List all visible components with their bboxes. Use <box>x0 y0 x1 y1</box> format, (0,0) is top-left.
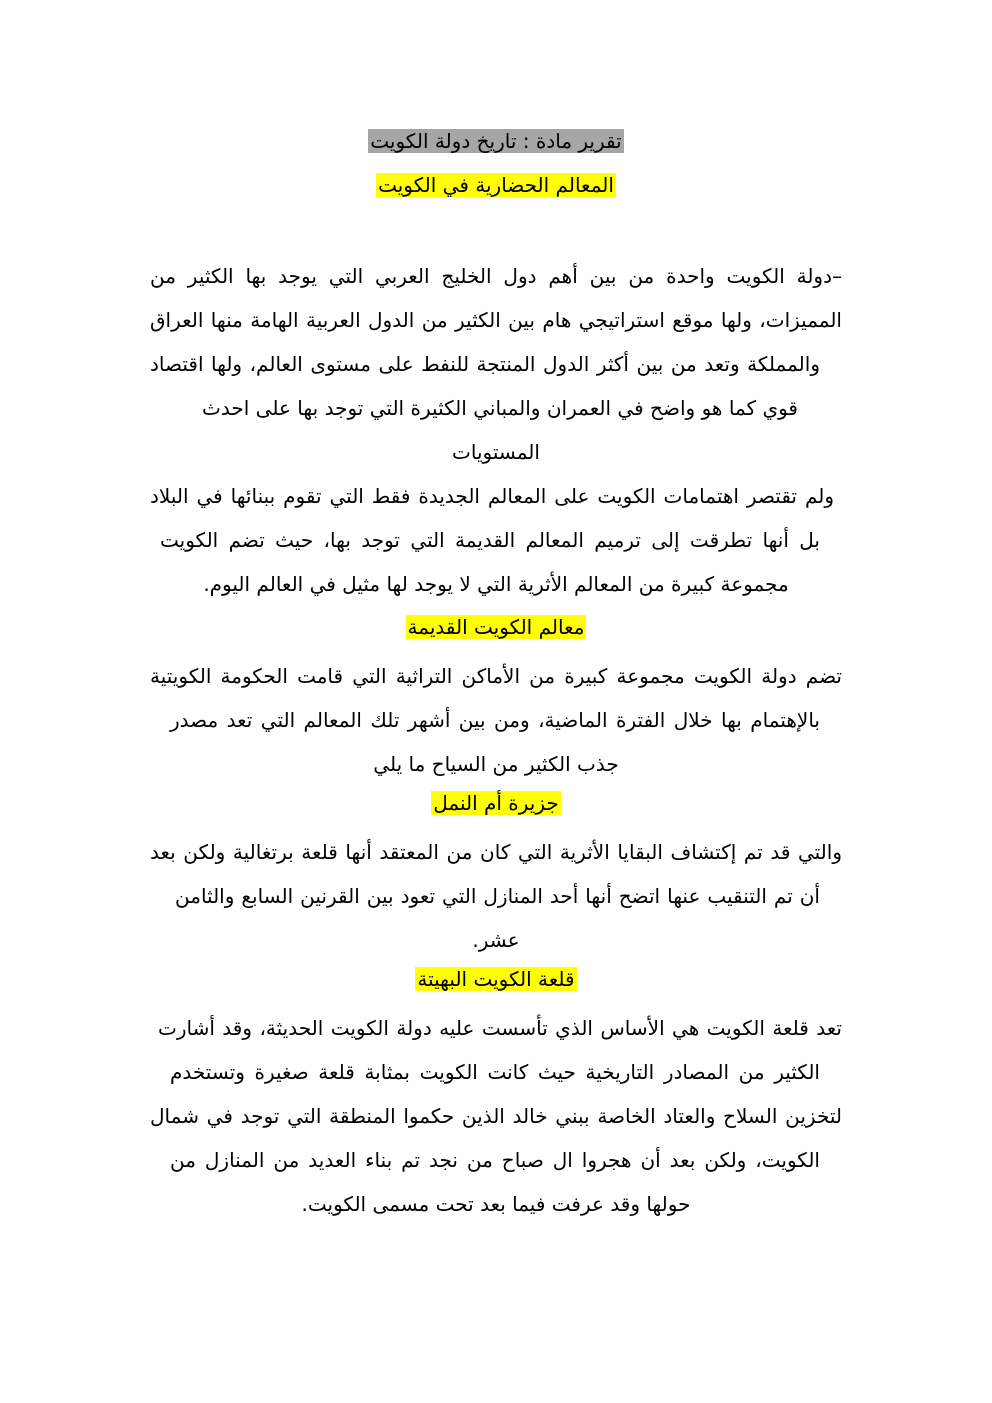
title-row <box>150 168 842 206</box>
fort-line: لتخزين السلاح والعتاد الخاصة ببني خالد الذين حكموا المنطقة التي توجد في شمال <box>150 1104 842 1128</box>
fort-line: الكويت، ولكن بعد أن هجروا ال صباح من نجد تم بناء العديد من المنازل من <box>170 1148 820 1172</box>
report-label: تقرير مادة : تاريخ دولة الكويت <box>370 129 622 153</box>
page-title: المعالم الحضارية في الكويت <box>378 173 614 197</box>
old-landmarks-line: بالإهتمام بها خلال الفترة الماضية، ومن بين أشهر تلك المعالم التي تعد مصدر <box>170 708 820 732</box>
umm-al-naml-paragraph <box>150 830 842 962</box>
interest-line: بل أنها تطرقت إلى ترميم المعالم القديمة التي توجد بها، حيث تضم الكويت <box>160 528 820 552</box>
fort-paragraph <box>150 1006 842 1226</box>
intro-line: المستويات <box>452 440 540 464</box>
old-landmarks-line: تضم دولة الكويت مجموعة كبيرة من الأماكن التراثية التي قامت الحكومة الكويتية <box>150 664 842 688</box>
fort-heading-row <box>150 962 842 1000</box>
umm-al-naml-line: عشر. <box>472 928 520 952</box>
intro-line: المميزات، ولها موقع استراتيجي هام بين الكثير من الدول العربية الهامة منها العراق <box>150 308 842 332</box>
umm-al-naml-line: والتي قد تم إكتشاف البقايا الأثرية التي كان من المعتقد أنها قلعة برتغالية ولكن بعد <box>150 840 842 864</box>
intro-line: والمملكة وتعد من بين أكثر الدول المنتجة للنفط على مستوى العالم، ولها اقتصاد <box>150 352 820 376</box>
interest-paragraph <box>150 474 842 606</box>
report-label-row <box>150 124 842 162</box>
intro-paragraph <box>150 254 842 474</box>
interest-line: مجموعة كبيرة من المعالم الأثرية التي لا يوجد لها مثيل في العالم اليوم. <box>203 572 789 596</box>
fort-line: تعد قلعة الكويت هي الأساس الذي تأسست عليه دولة الكويت الحديثة، وقد أشارت <box>158 1016 842 1040</box>
umm-al-naml-heading: جزيرة أم النمل <box>433 791 559 815</box>
interest-line: ولم تقتصر اهتمامات الكويت على المعالم الجديدة فقط التي تقوم ببنائها في البلاد <box>150 484 834 508</box>
old-landmarks-heading: معالم الكويت القديمة <box>407 615 585 639</box>
intro-line: –دولة الكويت واحدة من بين أهم دول الخليج العربي التي يوجد بها الكثير من <box>150 264 842 288</box>
fort-heading: قلعة الكويت البهيتة <box>417 967 575 991</box>
umm-al-naml-heading-row <box>150 786 842 824</box>
umm-al-naml-line: أن تم التنقيب عنها اتضح أنها أحد المنازل التي تعود بين القرنين السابع والثامن <box>175 884 820 908</box>
old-landmarks-line: جذب الكثير من السياح ما يلي <box>373 752 619 776</box>
old-landmarks-paragraph <box>150 654 842 786</box>
intro-line: قوي كما هو واضح في العمران والمباني الكثيرة التي توجد بها على احدث <box>202 396 798 420</box>
old-landmarks-heading-row <box>150 610 842 648</box>
fort-line: حولها وقد عرفت فيما بعد تحت مسمى الكويت. <box>301 1192 691 1216</box>
fort-line: الكثير من المصادر التاريخية حيث كانت الكويت بمثابة قلعة صغيرة وتستخدم <box>170 1060 820 1084</box>
